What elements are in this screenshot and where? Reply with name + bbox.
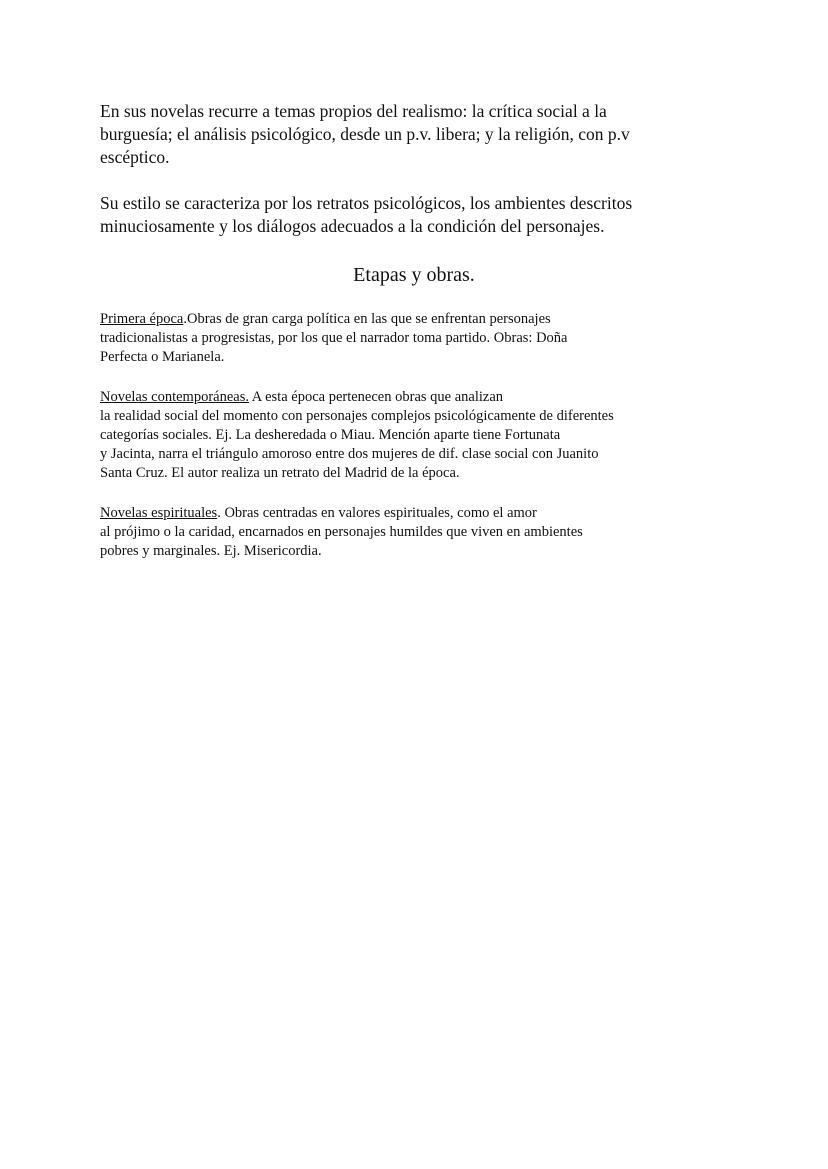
section-title: Novelas espirituales [100, 505, 218, 521]
intro-paragraph-style [100, 192, 700, 238]
text-line [100, 504, 700, 523]
text-line: minuciosamente y los diálogos adecuados a la condición del personajes. [100, 216, 605, 236]
text-line: escéptico. [100, 147, 170, 167]
text-line: categorías sociales. Ej. La desheredada o Miau. Mención aparte tiene Fortunata [100, 427, 561, 443]
text-line: Santa Cruz. El autor realiza un retrato del Madrid de la época. [100, 465, 460, 481]
text-line: burguesía; el análisis psicológico, desde un p.v. libera; y la religión, con p.v [100, 124, 630, 144]
document-page [100, 100, 700, 561]
text-line: tradicionalistas a progresistas, por los que el narrador toma partido. Obras: Doña [100, 330, 568, 346]
section-text: . Obras centradas en valores espirituales, como el amor [217, 505, 537, 521]
text-line [100, 388, 700, 407]
section-novelas-espirituales [100, 504, 700, 561]
text-line: Su estilo se caracteriza por los retratos psicológicos, los ambientes descritos [100, 193, 633, 213]
section-text: .Obras de gran carga política en las que se enfrentan personajes [183, 311, 551, 327]
intro-paragraph-themes [100, 100, 700, 169]
text-line: pobres y marginales. Ej. Misericordia. [100, 543, 322, 559]
text-line: la realidad social del momento con personajes complejos psicológicamente de diferentes [100, 408, 614, 424]
text-line: y Jacinta, narra el triángulo amoroso entre dos mujeres de dif. clase social con Juanito [100, 446, 599, 462]
section-primera-epoca [100, 310, 700, 367]
text-line [100, 310, 700, 329]
section-text: A esta época pertenecen obras que analizan [248, 389, 504, 405]
text-line: al prójimo o la caridad, encarnados en personajes humildes que viven en ambientes [100, 524, 583, 540]
section-novelas-contemporaneas [100, 388, 700, 483]
section-heading: Etapas y obras. [353, 264, 475, 286]
section-title: Primera época [100, 311, 184, 327]
text-line: En sus novelas recurre a temas propios del realismo: la crítica social a la [100, 101, 607, 121]
text-line: Perfecta o Marianela. [100, 349, 225, 365]
section-title: Novelas contemporáneas. [100, 389, 249, 405]
